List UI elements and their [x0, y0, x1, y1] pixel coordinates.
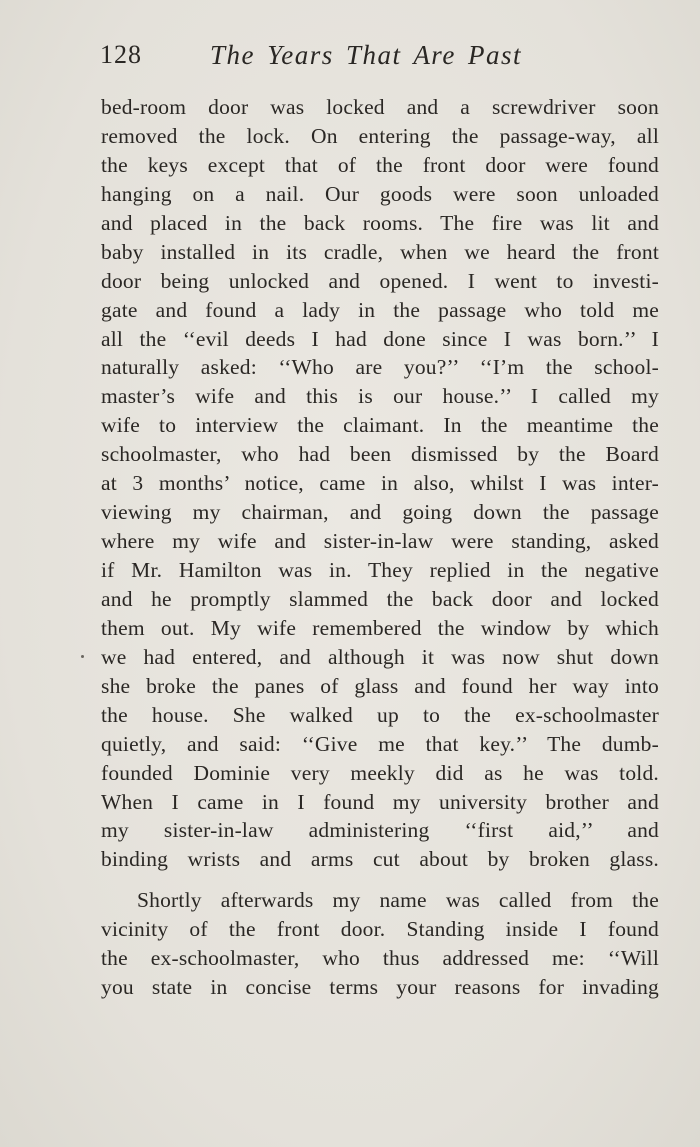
- text-line: we had entered, and although it was now shut down: [101, 644, 659, 669]
- paragraph-2: [101, 886, 659, 1002]
- text-line: and he promptly slammed the back door and locked: [101, 586, 659, 611]
- text-line: bed-room door was locked and a screwdriver soon: [101, 95, 659, 119]
- text-line: you state in concise terms your reasons for invading: [101, 975, 659, 1000]
- text-line: wife to interview the claimant. In the meantime the: [101, 413, 659, 438]
- text-line: she broke the panes of glass and found her way into: [101, 673, 659, 698]
- text-line: the house. She walked up to the ex-schoolmaster: [101, 702, 659, 727]
- text-line: When I came in I found my university brother and: [101, 789, 659, 814]
- text-line: at 3 months’ notice, came in also, whilst I was inter-: [101, 471, 659, 496]
- text-line: gate and found a lady in the passage who told me: [101, 297, 659, 322]
- text-line: the keys except that of the front door were found: [101, 152, 659, 177]
- body-text: [101, 93, 659, 1002]
- text-line: hanging on a nail. Our goods were soon unloaded: [101, 181, 659, 206]
- margin-speck: [81, 655, 84, 658]
- text-line: removed the lock. On entering the passage-way, all: [101, 123, 659, 148]
- text-line: quietly, and said: ‘‘Give me that key.’’ The dumb-: [101, 731, 659, 756]
- text-line: the ex-schoolmaster, who thus addressed me: ‘‘Will: [101, 946, 659, 971]
- text-line: my sister-in-law administering ‘‘first aid,’’ and: [101, 818, 659, 843]
- paragraph-1: [101, 93, 659, 874]
- text-line: all the ‘‘evil deeds I had done since I was born.’’ I: [101, 326, 659, 351]
- text-line: viewing my chairman, and going down the passage: [101, 500, 659, 525]
- text-line: them out. My wife remembered the window by which: [101, 615, 659, 640]
- text-line: naturally asked: ‘‘Who are you?’’ ‘‘I’m the school-: [101, 355, 659, 380]
- text-line: if Mr. Hamilton was in. They replied in the negative: [101, 558, 659, 582]
- text-line: baby installed in its cradle, when we heard the front: [101, 239, 659, 264]
- page-number: 128: [100, 40, 142, 69]
- running-title: The Years That Are Past: [210, 40, 523, 70]
- text-line: Shortly afterwards my name was called from the: [137, 888, 659, 913]
- page-header: [100, 40, 660, 76]
- text-line: master’s wife and this is our house.’’ I called my: [101, 384, 659, 409]
- text-line: binding wrists and arms cut about by broken glass.: [101, 847, 659, 872]
- text-line: door being unlocked and opened. I went to investi-: [101, 268, 659, 293]
- text-line: founded Dominie very meekly did as he was told.: [101, 760, 659, 785]
- text-line: where my wife and sister-in-law were standing, asked: [101, 529, 659, 554]
- text-line: schoolmaster, who had been dismissed by the Board: [101, 442, 659, 467]
- text-line: vicinity of the front door. Standing inside I found: [101, 917, 659, 942]
- text-line: and placed in the back rooms. The fire was lit and: [101, 210, 659, 235]
